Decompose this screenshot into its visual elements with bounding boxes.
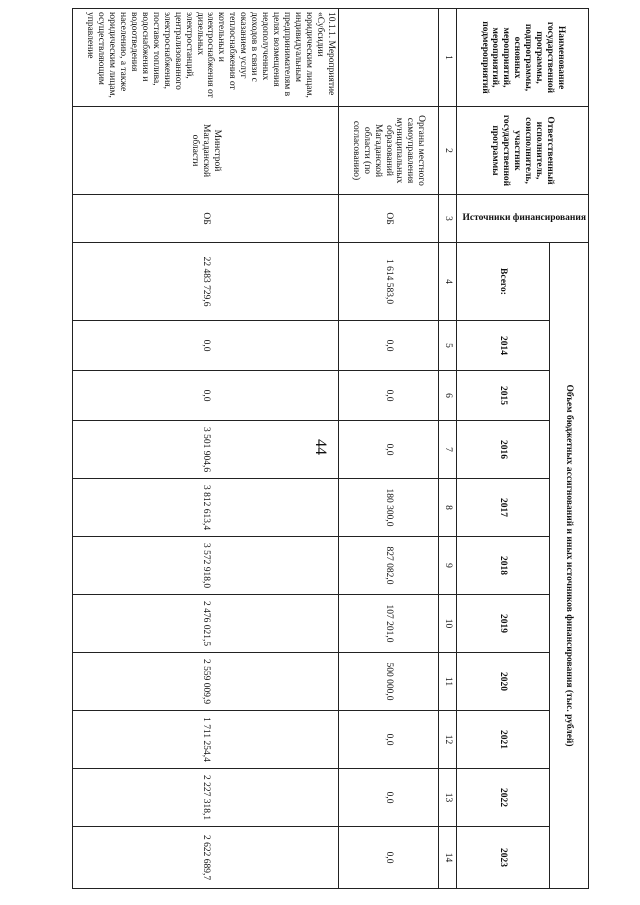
row-value: 2 227 318,1 — [73, 769, 339, 827]
col-number: 2 — [438, 107, 456, 195]
col-number: 1 — [438, 9, 456, 107]
col-number: 5 — [438, 321, 456, 371]
col-number: 9 — [438, 537, 456, 595]
row-value: 0,0 — [73, 371, 339, 421]
col-number: 11 — [438, 653, 456, 711]
col-number: 6 — [438, 371, 456, 421]
header-name: Наименование государственной программы, подпрограммы, основных мероприятий, мероприятий, подмероприятий — [456, 9, 588, 107]
col-number: 10 — [438, 595, 456, 653]
budget-table — [72, 8, 589, 889]
row-value: 2 476 021,5 — [73, 595, 339, 653]
header-source — [456, 195, 588, 243]
row-value: 3 501 904,6 — [73, 421, 339, 479]
row-value: 2 622 689,7 — [73, 827, 339, 889]
header-year: 2015 — [456, 371, 549, 421]
page-number: 44 — [312, 439, 329, 455]
header-total: Всего: — [456, 243, 549, 321]
header-year: 2021 — [456, 711, 549, 769]
header-source-text: Источники финансирования — [462, 213, 586, 224]
col-number: 3 — [438, 195, 456, 243]
row-value: 3 572 918,0 — [73, 537, 339, 595]
row-value: 827 082,0 — [338, 537, 438, 595]
row-value: 180 300,0 — [338, 479, 438, 537]
row-value: 3 812 613,4 — [73, 479, 339, 537]
row-name — [338, 9, 438, 107]
row-value: 500 000,0 — [338, 653, 438, 711]
header-executor: Ответственный исполнитель, соисполнитель, участник государственной программы — [456, 107, 588, 195]
col-number: 8 — [438, 479, 456, 537]
col-number: 4 — [438, 243, 456, 321]
row-value: 0,0 — [73, 321, 339, 371]
row-value: 0,0 — [338, 321, 438, 371]
row-total: 1 614 583,0 — [338, 243, 438, 321]
header-year: 2019 — [456, 595, 549, 653]
table-row — [338, 9, 438, 889]
header-year: 2020 — [456, 653, 549, 711]
header-year: 2014 — [456, 321, 549, 371]
table-row — [73, 9, 339, 889]
row-executor: Минстрой Магаданской области — [73, 107, 339, 195]
header-year: 2022 — [456, 769, 549, 827]
header-group: Объем бюджетных ассигнований и иных источников финансирования (тыс. рублей) — [549, 243, 588, 889]
col-number: 13 — [438, 769, 456, 827]
row-value: 1 711 254,4 — [73, 711, 339, 769]
row-source: ОБ — [73, 195, 339, 243]
row-value: 2 559 009,9 — [73, 653, 339, 711]
col-number: 7 — [438, 421, 456, 479]
row-value: 0,0 — [338, 371, 438, 421]
row-source: ОБ — [338, 195, 438, 243]
header-year: 2017 — [456, 479, 549, 537]
header-year: 2018 — [456, 537, 549, 595]
row-total: 22 483 729,6 — [73, 243, 339, 321]
row-name: 10.1.1. Мероприятие «Субсидии юридическим лицам, индивидуальным предпринимателям в целях возмещения недополученных доходов в связи с оказанием услуг теплоснабжения от котельных и электроснабжения от дизельных электростанций, централизованного электроснабжения, поставок топлива, водоснабжения и водоотведения населению, а также юридическим лицам, осуществляющим управление — [73, 9, 339, 107]
col-number: 12 — [438, 711, 456, 769]
header-year: 2016 — [456, 421, 549, 479]
rotated-table-container — [72, 8, 589, 881]
row-value: 0,0 — [338, 711, 438, 769]
row-value: 0,0 — [338, 421, 438, 479]
col-number: 14 — [438, 827, 456, 889]
header-year: 2023 — [456, 827, 549, 889]
row-value: 0,0 — [338, 827, 438, 889]
row-value: 107 201,0 — [338, 595, 438, 653]
row-executor: Органы местного самоуправления муниципальных образований Магаданской области (по согласованию) — [338, 107, 438, 195]
row-value: 0,0 — [338, 769, 438, 827]
